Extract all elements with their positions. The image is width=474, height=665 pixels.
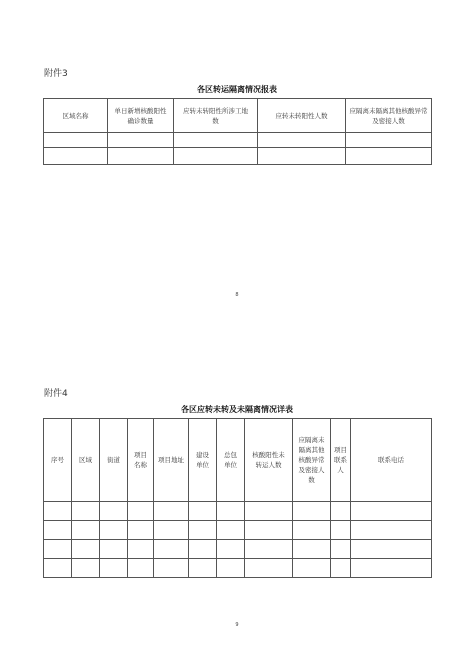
table-cell <box>217 521 245 540</box>
header-cell-text: 总包单位 <box>224 451 237 469</box>
table-cell <box>100 521 128 540</box>
table-cell <box>72 540 100 559</box>
table-title-2: 各区应转未转及未隔离情况详表 <box>181 405 293 414</box>
table-cell <box>128 521 154 540</box>
table-cell <box>351 540 432 559</box>
table-cell <box>154 521 189 540</box>
table-row <box>44 540 432 559</box>
table-cell <box>189 521 217 540</box>
header-cell-text: 建设单位 <box>196 451 209 469</box>
table-cell <box>100 540 128 559</box>
attachment-label-1: 附件3 <box>44 69 68 79</box>
table-cell <box>108 133 174 148</box>
table-row <box>44 133 432 148</box>
table-cell <box>217 540 245 559</box>
table-row <box>44 521 432 540</box>
table-cell <box>108 148 174 165</box>
table-title-1: 各区转运隔离情况报表 <box>197 85 277 94</box>
header-cell <box>128 419 154 502</box>
header-cell <box>331 419 351 502</box>
table-cell <box>128 502 154 521</box>
table-cell <box>293 559 331 578</box>
table-cell <box>100 502 128 521</box>
table-cell <box>245 540 293 559</box>
header-cell: 区域 <box>72 419 100 502</box>
table-cell <box>189 559 217 578</box>
header-cell-text: 应转未转阳性所涉工地数 <box>183 106 248 125</box>
table-cell <box>189 502 217 521</box>
table-cell <box>72 559 100 578</box>
table-cell <box>44 133 108 148</box>
table-cell <box>258 148 346 165</box>
table-cell <box>245 521 293 540</box>
table-cell <box>293 540 331 559</box>
table-header-row <box>44 99 432 133</box>
header-cell <box>189 419 217 502</box>
table-cell <box>72 502 100 521</box>
table-cell <box>346 133 432 148</box>
table-cell <box>258 133 346 148</box>
header-cell-text: 项目联系人 <box>334 446 347 474</box>
table-cell <box>331 521 351 540</box>
table-row <box>44 148 432 165</box>
header-cell-text: 应隔离未隔离其他核酸异常及密接人数 <box>298 436 325 484</box>
header-cell <box>174 99 258 133</box>
header-cell <box>245 419 293 502</box>
header-cell <box>293 419 331 502</box>
table-row <box>44 502 432 521</box>
table-cell <box>72 521 100 540</box>
header-cell <box>346 99 432 133</box>
table-cell <box>174 133 258 148</box>
table-cell <box>154 502 189 521</box>
table-cell <box>44 502 72 521</box>
table-cell <box>217 502 245 521</box>
table-cell <box>128 540 154 559</box>
table-cell <box>217 559 245 578</box>
page-number-2: 9 <box>235 622 239 628</box>
header-cell-text: 应隔离未隔离其他核酸异常及密接人数 <box>349 106 428 125</box>
header-cell: 序号 <box>44 419 72 502</box>
table-cell <box>351 559 432 578</box>
table-cell <box>189 540 217 559</box>
table-cell <box>331 559 351 578</box>
header-cell-text: 核酸阳性未转运人数 <box>252 451 285 469</box>
table-cell <box>293 521 331 540</box>
detail-table <box>43 418 432 578</box>
page-number-1: 8 <box>235 292 239 298</box>
table-cell <box>154 559 189 578</box>
table-cell <box>174 148 258 165</box>
table-cell <box>44 559 72 578</box>
table-cell <box>331 502 351 521</box>
table-cell <box>44 521 72 540</box>
table-cell <box>346 148 432 165</box>
transfer-isolation-table <box>43 98 432 165</box>
header-cell-text: 项目名称 <box>134 451 147 469</box>
header-cell: 项目地址 <box>154 419 189 502</box>
table-cell <box>128 559 154 578</box>
table-cell <box>331 540 351 559</box>
table-cell <box>245 559 293 578</box>
table-header-row <box>44 419 432 502</box>
table-cell <box>351 521 432 540</box>
table-cell <box>100 559 128 578</box>
table-cell <box>351 502 432 521</box>
header-cell: 街道 <box>100 419 128 502</box>
header-cell: 联系电话 <box>351 419 432 502</box>
table-cell <box>154 540 189 559</box>
table-cell <box>44 148 108 165</box>
table-row <box>44 559 432 578</box>
header-cell <box>217 419 245 502</box>
attachment-label-2: 附件4 <box>44 389 68 399</box>
header-cell <box>108 99 174 133</box>
table-cell <box>293 502 331 521</box>
table-cell <box>44 540 72 559</box>
header-cell: 区域名称 <box>44 99 108 133</box>
table-cell <box>245 502 293 521</box>
header-cell: 应转未转阳性人数 <box>258 99 346 133</box>
header-cell-text: 单日新增核酸阳性确诊数量 <box>114 106 167 125</box>
